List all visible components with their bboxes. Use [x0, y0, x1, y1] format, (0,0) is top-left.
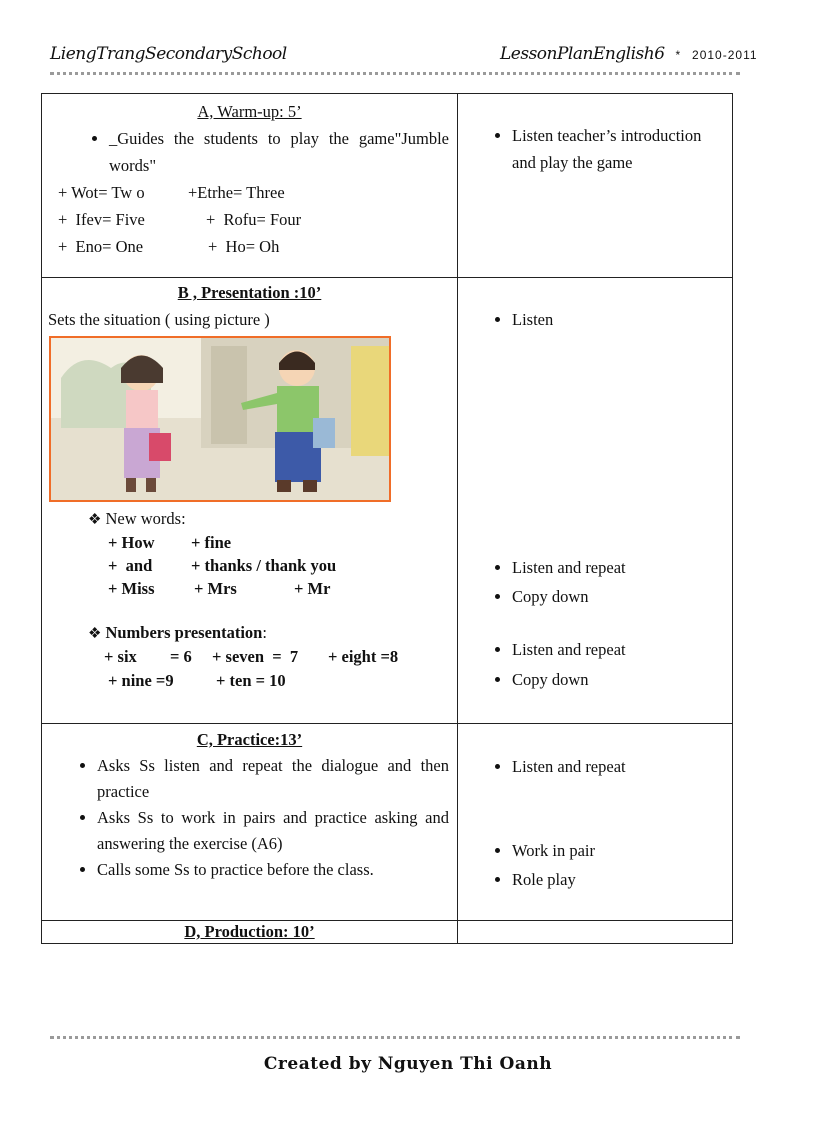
diamond-icon: ❖: [88, 626, 102, 642]
warmup-pair-2: + Ifev= Five + Rofu= Four: [58, 210, 302, 229]
numbers-block: [104, 645, 457, 693]
practice-row: [42, 724, 733, 921]
production-title: D, Production: 10’: [184, 922, 315, 941]
diamond-icon: ❖: [88, 512, 102, 528]
words-row-2: + and + thanks / thank you: [108, 556, 337, 575]
words-row-3: + Miss + Mrs + Mr: [108, 579, 331, 598]
practice-student-3: • Role play: [512, 865, 732, 894]
warmup-title: A, Warm-up: 5’: [197, 102, 302, 121]
presentation-student-mid-1: • Listen and repeat: [512, 553, 732, 582]
presentation-situation: Sets the situation ( using picture ): [48, 310, 270, 329]
header-star: *: [675, 48, 682, 62]
practice-title: C, Practice:13’: [196, 730, 303, 749]
picture-illustration: [51, 338, 389, 500]
practice-student-1: • Listen and repeat: [512, 753, 732, 780]
situation-picture: [49, 336, 391, 502]
practice-teacher-3: • Calls some Ss to practice before the class.: [97, 857, 449, 883]
practice-student-list-bottom: [458, 836, 732, 894]
practice-teacher-1: • Asks Ss listen and repeat the dialogue and then practice: [97, 753, 449, 805]
production-row: [42, 921, 733, 944]
presentation-student-cell: [458, 278, 733, 724]
practice-student-2: • Work in pair: [512, 836, 732, 865]
presentation-student-list-top: [458, 306, 732, 333]
presentation-student-bottom-2: • Copy down: [512, 665, 732, 695]
presentation-title: B , Presentation :10’: [177, 283, 322, 302]
warmup-pair-1: + Wot= Tw o +Etrhe= Three: [58, 183, 285, 202]
words-row-1: + How + fine: [108, 533, 232, 552]
warmup-student-item: • Listen teacher’s introduction and play the game: [512, 122, 712, 176]
warmup-teacher-bullet: • _Guides the students to play the game"Jumble words": [109, 125, 449, 179]
warmup-student-list: [458, 122, 732, 176]
practice-teacher-2: • Asks Ss to work in pairs and practice asking and answering the exercise (A6): [97, 805, 449, 857]
numbers-row-1: + six = 6 + seven = 7 + eight =8: [104, 647, 399, 666]
header-school: LiengTrangSecondarySchool: [50, 44, 287, 64]
warmup-student-cell: [458, 94, 733, 278]
warmup-teacher-cell: [42, 94, 458, 278]
presentation-student-mid-2: • Copy down: [512, 582, 732, 611]
words-block: [108, 531, 457, 600]
numbers-heading: ❖ Numbers presentation:: [88, 623, 267, 642]
footer-divider: [50, 1036, 740, 1039]
presentation-row: [42, 278, 733, 724]
practice-student-list-top: [458, 753, 732, 780]
presentation-teacher-cell: [42, 278, 458, 724]
header-divider: [50, 72, 740, 75]
presentation-student-list-mid: [458, 553, 732, 611]
header-plan-title: LessonPlanEnglish6: [500, 44, 665, 64]
practice-student-cell: [458, 724, 733, 921]
lesson-table: [41, 93, 733, 944]
warmup-row: [42, 94, 733, 278]
footer-credit: Created by Nguyen Thi Oanh: [263, 1054, 553, 1074]
header-plan: [500, 44, 758, 64]
numbers-row-2: + nine =9 + ten = 10: [108, 671, 286, 690]
practice-teacher-cell: [42, 724, 458, 921]
presentation-student-bottom-1: • Listen and repeat: [512, 635, 732, 665]
warmup-pair-3: + Eno= One + Ho= Oh: [58, 237, 280, 256]
practice-teacher-list: [42, 753, 457, 883]
new-words-heading: ❖ New words:: [88, 509, 186, 528]
production-student-cell: [458, 921, 733, 944]
presentation-student-listen: • Listen: [512, 306, 732, 333]
production-teacher-cell: [42, 921, 458, 944]
presentation-student-list-bottom: [458, 635, 732, 695]
header-year: 2010-2011: [692, 48, 758, 62]
warmup-teacher-list: [42, 125, 457, 179]
